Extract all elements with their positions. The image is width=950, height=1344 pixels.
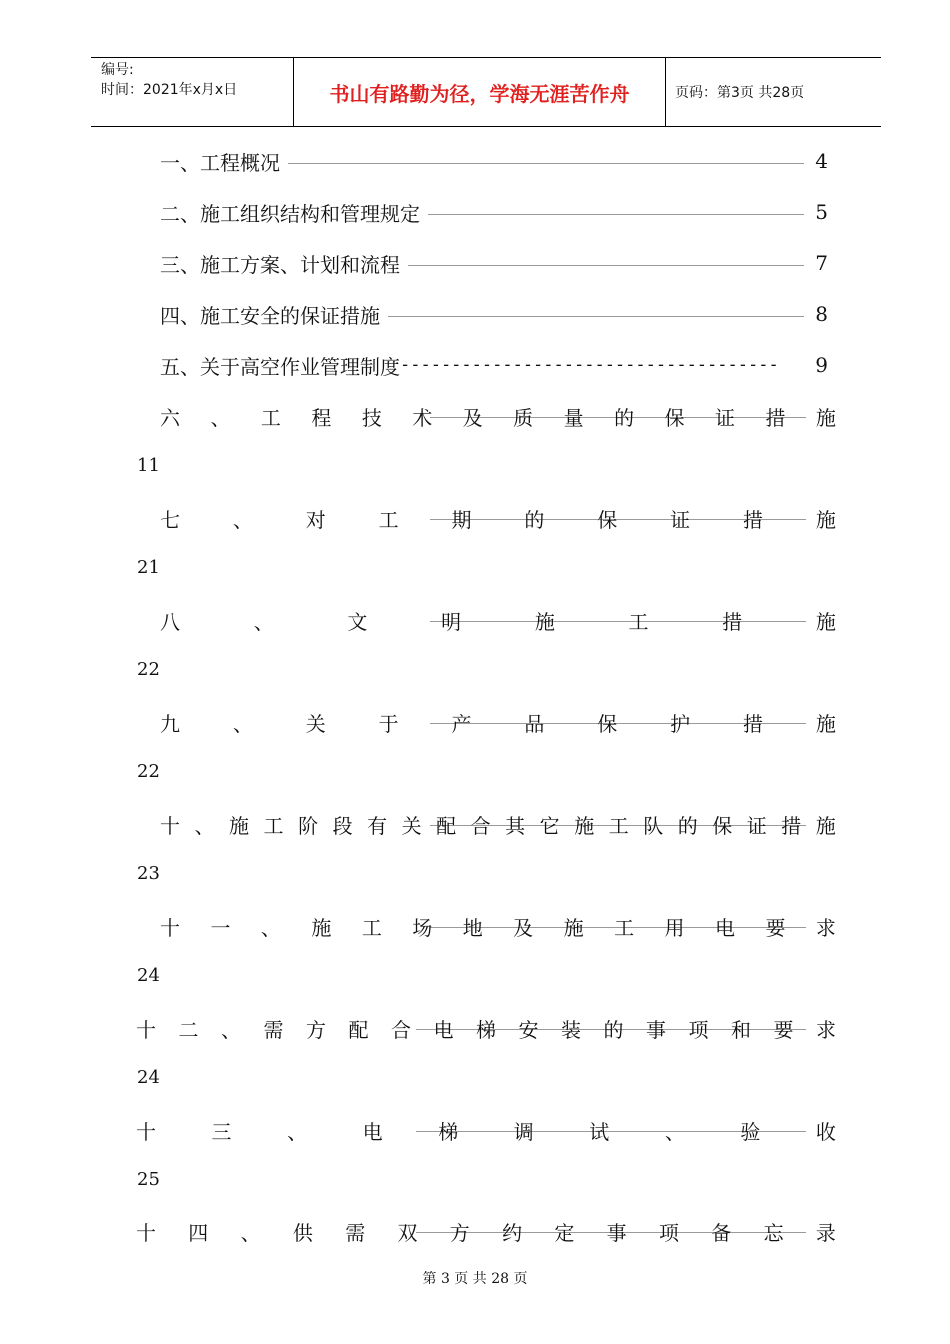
toc-entry-char: 项: [658, 1220, 679, 1245]
toc-entry-char: 期: [451, 507, 472, 532]
toc-entry-char: 于: [378, 711, 399, 736]
doc-time-label: 时间：2021年x月x日: [101, 82, 238, 98]
toc-entry-char: 保: [712, 813, 733, 838]
toc-entry[interactable]: [136, 1010, 836, 1046]
toc-entry-char: 四: [188, 1220, 209, 1245]
toc-entry-char: 措: [781, 813, 802, 838]
toc-entry-char: 证: [670, 507, 691, 532]
toc-entry-char: 它: [539, 813, 560, 838]
toc-entry-char: 、: [232, 711, 253, 736]
toc-entry-char: 十: [136, 1119, 156, 1144]
toc-entry-char: 梯: [476, 1017, 496, 1042]
toc-entry-char: 双: [397, 1220, 418, 1245]
toc-entry-char: 收: [815, 1119, 836, 1144]
toc-entry-char: 品: [524, 711, 545, 736]
toc-entry-char: 证: [714, 405, 735, 430]
toc-entry-char: 三: [211, 1119, 232, 1144]
toc-entry[interactable]: [160, 806, 836, 842]
toc-entry[interactable]: [136, 1213, 836, 1249]
toc-leader: [388, 316, 804, 317]
toc-entry-char: 合: [391, 1017, 411, 1042]
toc-entry[interactable]: [160, 194, 828, 230]
toc-entry-char: 十: [160, 915, 180, 940]
toc-entry-char: 十: [160, 813, 180, 838]
toc-entry[interactable]: [160, 143, 828, 179]
toc-entry[interactable]: [160, 500, 836, 536]
toc-entry[interactable]: [160, 602, 836, 638]
toc-entry-char: 二: [178, 1017, 199, 1042]
toc-entry-char: 施: [815, 813, 836, 838]
toc-entry-page: 25: [137, 1169, 160, 1190]
toc-entry[interactable]: [160, 296, 828, 332]
toc-entry-char: 梯: [438, 1119, 459, 1144]
toc-entry-char: 十: [136, 1220, 156, 1245]
toc-entry-char: 十: [136, 1017, 156, 1042]
toc-entry-char: 工: [361, 915, 382, 940]
toc-entry-page: 9: [815, 353, 828, 377]
toc-entry-char: 的: [614, 405, 635, 430]
toc-entry-char: 求: [816, 1017, 836, 1042]
toc-entry-char: 配: [436, 813, 457, 838]
toc-entry-char: 要: [773, 1017, 794, 1042]
toc-entry-char: 调: [513, 1119, 534, 1144]
toc-entry-char: 施: [534, 609, 555, 634]
toc-entry-char: 需: [263, 1017, 284, 1042]
toc-entry-char: 、: [664, 1119, 685, 1144]
toc-entry-char: 队: [643, 813, 664, 838]
toc-entry-char: 忘: [763, 1220, 784, 1245]
toc-entry-char: 的: [677, 813, 698, 838]
toc-entry-page: 21: [137, 557, 160, 578]
toc-entry-page: 11: [137, 455, 160, 476]
toc-entry-char: 明: [441, 609, 462, 634]
toc-entry-char: 需: [345, 1220, 366, 1245]
toc-entry-char: 电: [433, 1017, 454, 1042]
toc-entry-char: 、: [194, 813, 215, 838]
toc-entry-char: 供: [292, 1220, 313, 1245]
toc-entry-char: 措: [765, 405, 786, 430]
toc-entry-char: 、: [287, 1119, 308, 1144]
toc-entry-char: 及: [462, 405, 483, 430]
header-divider: [665, 58, 666, 126]
toc-entry-char: 关: [401, 813, 422, 838]
toc-entry-page: 22: [137, 659, 160, 680]
toc-entry-char: 措: [743, 507, 763, 532]
toc-entry-page: 24: [137, 965, 160, 986]
toc-entry-title: 一、工程概况: [160, 150, 280, 175]
toc-entry-char: 方: [449, 1220, 470, 1245]
toc-entry-char: 工: [260, 405, 281, 430]
toc-entry-char: 安: [518, 1017, 539, 1042]
toc-entry-char: 段: [332, 813, 353, 838]
toc-entry-page: 7: [815, 251, 828, 275]
toc-entry-char: 用: [664, 915, 685, 940]
toc-entry-char: 对: [305, 507, 326, 532]
toc-entry-title: 二、施工组织结构和管理规定: [160, 201, 420, 226]
toc-entry-char: 约: [502, 1220, 523, 1245]
toc-entry-char: 方: [306, 1017, 326, 1042]
toc-entry-char: 程: [311, 405, 332, 430]
toc-entry-char: 护: [670, 711, 691, 736]
toc-entry-char: 配: [348, 1017, 369, 1042]
page-footer: 第 3 页 共 28 页: [422, 1271, 528, 1287]
toc-entry[interactable]: [160, 347, 828, 383]
toc-entry-char: 试: [589, 1119, 610, 1144]
toc-entry-char: 工: [263, 813, 284, 838]
toc-entry-char: 七: [160, 507, 180, 532]
toc-entry-char: 阶: [298, 813, 319, 838]
toc-entry-char: 施: [815, 609, 836, 634]
toc-entry-char: 定: [554, 1220, 575, 1245]
toc-entry-char: 施: [815, 405, 836, 430]
toc-entry-char: 工: [628, 609, 649, 634]
toc-dash-leader: -------------------------------------: [400, 355, 779, 375]
toc-entry-char: 保: [664, 405, 685, 430]
toc-entry-page: 23: [137, 863, 160, 884]
toc-entry-char: 电: [362, 1119, 383, 1144]
toc-entry-char: 合: [470, 813, 491, 838]
toc-entry-char: 、: [232, 507, 253, 532]
toc-entry-char: 文: [347, 609, 368, 634]
toc-entry-char: 的: [603, 1017, 624, 1042]
header-meta: [101, 60, 237, 100]
toc-entry[interactable]: [136, 1112, 836, 1148]
toc-entry-char: 、: [260, 915, 281, 940]
toc-entry-char: 八: [160, 609, 180, 634]
toc-entry-char: 量: [563, 405, 584, 430]
toc-entry[interactable]: [160, 704, 836, 740]
toc-entry-char: 有: [367, 813, 388, 838]
toc-entry-char: 其: [505, 813, 526, 838]
toc-leader: [428, 214, 804, 215]
page-header: [91, 57, 881, 127]
toc-entry-char: 要: [765, 915, 786, 940]
toc-entry-char: 电: [714, 915, 735, 940]
toc-entry-page: 8: [815, 302, 828, 326]
toc-leader: [408, 265, 804, 266]
toc-entry-char: 关: [305, 711, 326, 736]
toc-entry-char: 施: [815, 507, 836, 532]
toc-leader: [430, 621, 806, 622]
toc-entry-char: 工: [608, 813, 629, 838]
toc-entry-char: 施: [229, 813, 250, 838]
toc-entry-page: 22: [137, 761, 160, 782]
toc-entry-page: 5: [815, 200, 828, 224]
toc-entry-char: 场: [412, 915, 433, 940]
toc-entry-char: 施: [311, 915, 332, 940]
toc-entry-char: 保: [597, 507, 618, 532]
toc-entry-char: 九: [160, 711, 180, 736]
toc-entry-char: 的: [524, 507, 545, 532]
doc-number-label: 编号:: [101, 62, 134, 78]
header-page-info: 页码：第3页 共28页: [675, 85, 805, 101]
toc-entry-char: 地: [462, 915, 483, 940]
toc-entry-char: 措: [722, 609, 743, 634]
toc-entry-char: 项: [688, 1017, 709, 1042]
toc-entry-char: 保: [597, 711, 618, 736]
toc-entry-char: 六: [160, 405, 180, 430]
toc-entry-char: 施: [574, 813, 595, 838]
toc-entry-page: 4: [815, 149, 828, 173]
toc-entry[interactable]: [160, 245, 828, 281]
toc-entry[interactable]: [160, 398, 836, 434]
toc-entry-char: 施: [563, 915, 584, 940]
toc-entry-char: 装: [561, 1017, 581, 1042]
toc-entry-char: 验: [740, 1119, 761, 1144]
toc-entry[interactable]: [160, 908, 836, 944]
toc-entry-title: 五、关于高空作业管理制度: [160, 354, 400, 379]
toc-entry-char: 施: [815, 711, 836, 736]
toc-entry-char: 一: [210, 915, 231, 940]
header-motto: 书山有路勤为径，学海无涯苦作舟: [329, 81, 630, 106]
toc-entry-char: 求: [815, 915, 836, 940]
toc-entry-page: 24: [137, 1067, 160, 1088]
toc-entry-char: 技: [361, 405, 382, 430]
toc-entry-char: 和: [731, 1017, 751, 1042]
toc-entry-title: 四、施工安全的保证措施: [160, 303, 380, 328]
toc-entry-char: 备: [711, 1220, 732, 1245]
toc-entry-char: 工: [614, 915, 635, 940]
toc-entry-char: 录: [815, 1220, 836, 1245]
toc-entry-char: 及: [513, 915, 534, 940]
toc-entry-char: 事: [646, 1017, 666, 1042]
toc-entry-char: 措: [743, 711, 763, 736]
toc-entry-char: 事: [606, 1220, 627, 1245]
toc-entry-char: 工: [378, 507, 399, 532]
toc-entry-char: 术: [412, 405, 433, 430]
toc-entry-char: 、: [240, 1220, 261, 1245]
toc-entry-char: 质: [513, 405, 534, 430]
toc-leader: [288, 163, 804, 164]
toc-entry-char: 证: [746, 813, 767, 838]
toc-entry-char: 、: [221, 1017, 241, 1042]
toc-entry-char: 产: [451, 711, 472, 736]
toc-entry-char: 、: [253, 609, 274, 634]
toc-entry-char: 、: [210, 405, 231, 430]
toc-entry-title: 三、施工方案、计划和流程: [160, 252, 400, 277]
